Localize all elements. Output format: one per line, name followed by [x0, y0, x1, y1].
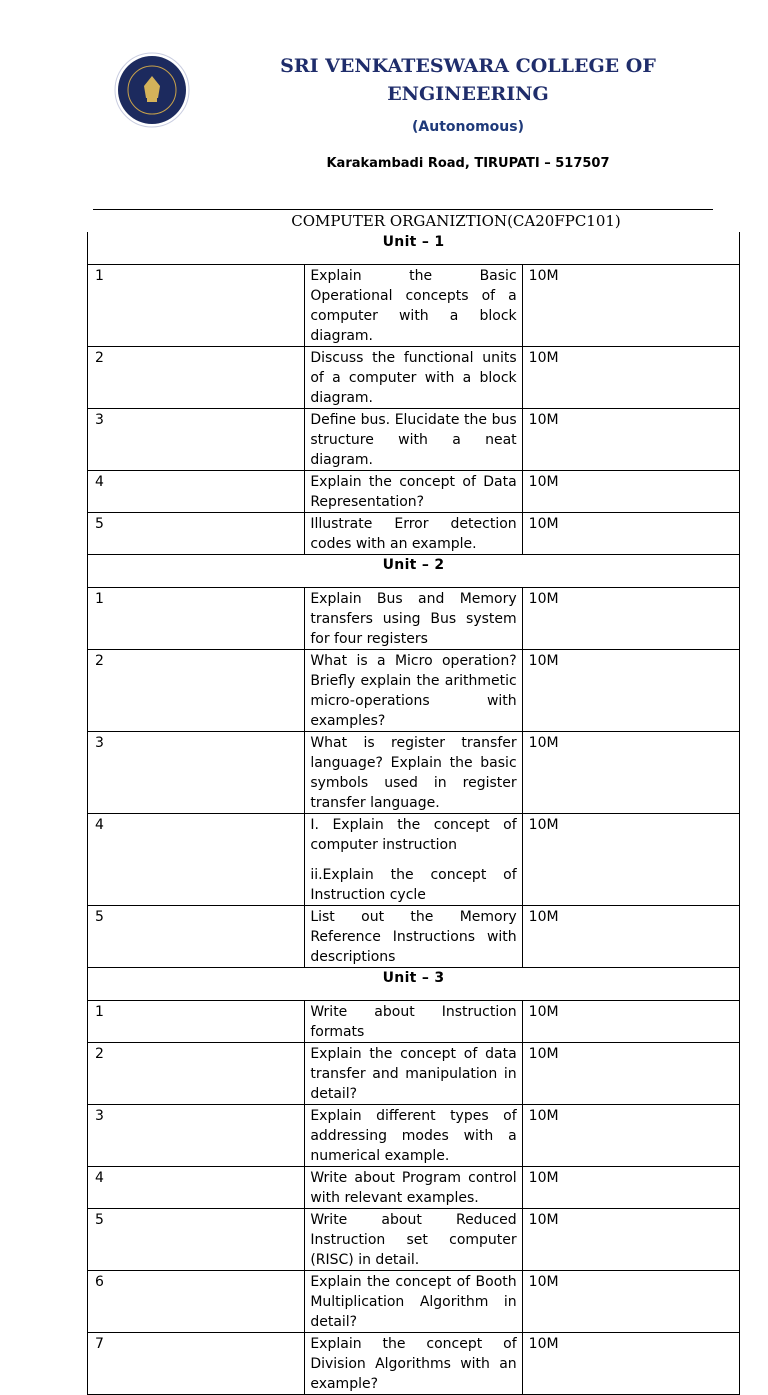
question-cell — [305, 649, 522, 731]
question-row — [88, 1332, 740, 1394]
question-number: 4 — [88, 813, 305, 905]
question-row — [88, 1166, 740, 1208]
question-marks: 10M — [522, 905, 739, 967]
unit-title: Unit – 2 — [88, 554, 740, 587]
question-number: 1 — [88, 1000, 305, 1042]
question-subtext: ii.Explain the concept of Instruction cycle — [310, 866, 517, 903]
question-cell — [305, 264, 522, 346]
question-text: Explain the concept of data transfer and manipulation in detail? — [310, 1045, 517, 1102]
question-cell — [305, 731, 522, 813]
question-text: Write about Instruction formats — [310, 1003, 517, 1040]
unit-title: Unit – 3 — [88, 967, 740, 1000]
question-number: 2 — [88, 649, 305, 731]
question-text: What is a Micro operation? Briefly explain the arithmetic micro-operations with examples? — [310, 652, 517, 729]
question-text: List out the Memory Reference Instructions with descriptions — [310, 908, 517, 965]
unit-header-row — [88, 232, 740, 264]
question-row — [88, 587, 740, 649]
question-row — [88, 1270, 740, 1332]
question-marks: 10M — [522, 1000, 739, 1042]
question-row — [88, 1000, 740, 1042]
question-marks: 10M — [522, 408, 739, 470]
question-row — [88, 264, 740, 346]
question-row — [88, 1042, 740, 1104]
question-marks: 10M — [522, 731, 739, 813]
question-row — [88, 1104, 740, 1166]
question-number: 5 — [88, 905, 305, 967]
question-number: 2 — [88, 1042, 305, 1104]
question-cell — [305, 512, 522, 554]
question-text: Explain the Basic Operational concepts of a computer with a block diagram. — [310, 267, 517, 344]
question-marks: 10M — [522, 470, 739, 512]
question-marks: 10M — [522, 346, 739, 408]
question-text: Define bus. Elucidate the bus structure with a neat diagram. — [310, 411, 517, 468]
question-text: Explain the concept of Division Algorithms with an example? — [310, 1335, 517, 1392]
question-text: Explain the concept of Booth Multiplication Algorithm in detail? — [310, 1273, 517, 1330]
question-marks: 10M — [522, 264, 739, 346]
question-marks: 10M — [522, 587, 739, 649]
question-number: 5 — [88, 512, 305, 554]
question-text: Write about Program control with relevant examples. — [310, 1169, 517, 1206]
question-cell — [305, 1000, 522, 1042]
question-number: 1 — [88, 264, 305, 346]
question-text: Illustrate Error detection codes with an example. — [310, 515, 517, 552]
question-number: 3 — [88, 731, 305, 813]
college-logo — [114, 52, 190, 128]
question-marks: 10M — [522, 1270, 739, 1332]
question-number: 4 — [88, 470, 305, 512]
question-row — [88, 512, 740, 554]
college-address: Karakambadi Road, TIRUPATI – 517507 — [326, 156, 610, 171]
question-row — [88, 470, 740, 512]
question-number: 7 — [88, 1332, 305, 1394]
question-cell — [305, 813, 522, 905]
question-text: I. Explain the concept of computer instruction — [310, 816, 517, 853]
subject-title: COMPUTER ORGANIZTION(CA20FPC101) — [291, 212, 621, 230]
unit-header-row — [88, 554, 740, 587]
question-number: 1 — [88, 587, 305, 649]
question-marks: 10M — [522, 1208, 739, 1270]
question-number: 3 — [88, 408, 305, 470]
question-marks: 10M — [522, 649, 739, 731]
question-cell — [305, 1208, 522, 1270]
question-table — [87, 232, 740, 1395]
question-number: 4 — [88, 1166, 305, 1208]
question-number: 3 — [88, 1104, 305, 1166]
question-row — [88, 731, 740, 813]
question-row — [88, 1208, 740, 1270]
question-text: Explain different types of addressing modes with a numerical example. — [310, 1107, 517, 1164]
question-row — [88, 346, 740, 408]
question-row — [88, 408, 740, 470]
question-marks: 10M — [522, 1332, 739, 1394]
question-marks: 10M — [522, 1042, 739, 1104]
question-row — [88, 905, 740, 967]
college-name: SRI VENKATESWARA COLLEGE OF ENGINEERING — [280, 55, 656, 105]
question-cell — [305, 470, 522, 512]
question-cell — [305, 346, 522, 408]
question-number: 5 — [88, 1208, 305, 1270]
question-marks: 10M — [522, 512, 739, 554]
header-divider — [93, 209, 713, 210]
question-row — [88, 649, 740, 731]
question-cell — [305, 408, 522, 470]
question-cell — [305, 905, 522, 967]
question-marks: 10M — [522, 1104, 739, 1166]
question-cell — [305, 587, 522, 649]
autonomous-label: (Autonomous) — [412, 119, 524, 135]
question-cell — [305, 1270, 522, 1332]
question-cell — [305, 1104, 522, 1166]
question-cell — [305, 1042, 522, 1104]
unit-title: Unit – 1 — [88, 232, 740, 264]
question-row — [88, 813, 740, 905]
question-text: Explain the concept of Data Representation? — [310, 473, 517, 510]
unit-header-row — [88, 967, 740, 1000]
question-text: Explain Bus and Memory transfers using Bus system for four registers — [310, 590, 517, 647]
question-text: What is register transfer language? Explain the basic symbols used in register transfer language. — [310, 734, 517, 811]
question-number: 6 — [88, 1270, 305, 1332]
question-number: 2 — [88, 346, 305, 408]
question-marks: 10M — [522, 1166, 739, 1208]
question-text: Write about Reduced Instruction set computer (RISC) in detail. — [310, 1211, 517, 1268]
question-marks: 10M — [522, 813, 739, 905]
question-cell — [305, 1166, 522, 1208]
question-text: Discuss the functional units of a computer with a block diagram. — [310, 349, 517, 406]
question-cell — [305, 1332, 522, 1394]
